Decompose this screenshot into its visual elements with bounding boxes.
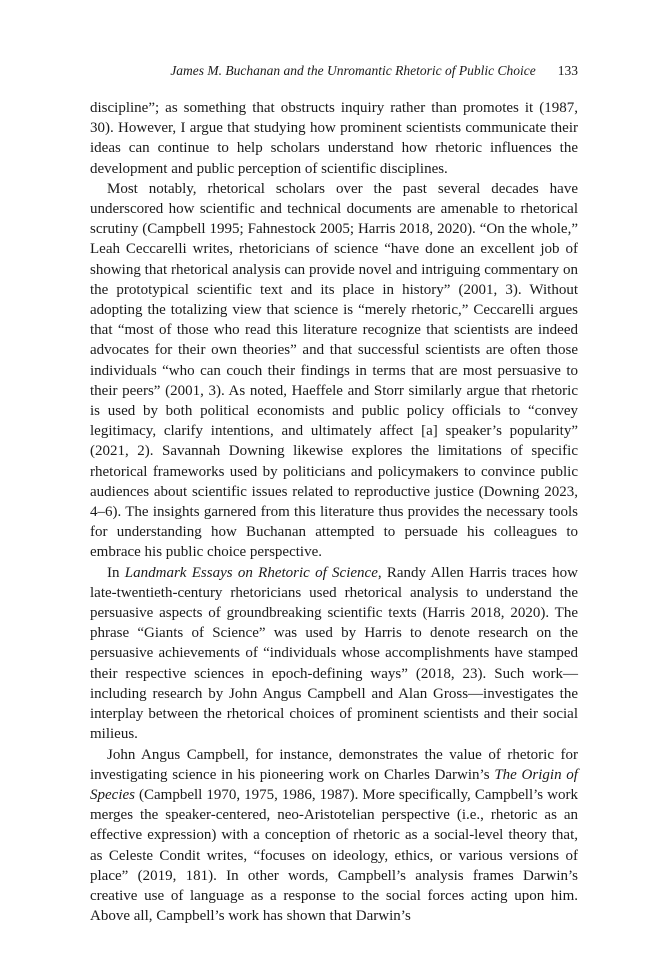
paragraph	[90, 563, 578, 745]
running-header	[90, 62, 578, 84]
text-run: In	[107, 564, 125, 581]
page-number: 133	[557, 63, 578, 78]
text-run: Most notably, rhetorical scholars over the past several decades have underscored how scientific and technical documents are amenable to rhetorical scrutiny (Campbell 1995; Fahnestock 2005; Harris 2018, 2020). “On the whole,” Leah Ceccarelli writes, rhetoricians of science “have done an excellent job of showing that rhetorical analysis can provide novel and intriguing commentary on the prototypical scientific text and its place in history” (2001, 3). Without adopting the totalizing view that science is “merely rhetoric,” Ceccarelli argues that “most of those who read this literature recognize that scientists are indeed advocates for their own theories” and that successful scientists are often those individuals “who can couch their findings in terms that are most persuasive to their peers” (2001, 3). As noted, Haeffele and Storr similarly argue that rhetoric is used by both political economists and public policy officials to “convey legitimacy, clarify intentions, and ultimately affect [a] speaker’s popularity” (2021, 2). Savannah Downing likewise explores the limitations of specific rhetorical frameworks used by politicians and policymakers to convince public audiences about scientific issues related to reproductive justice (Downing 2023, 4–6). The insights garnered from this literature thus provides the necessary tools for understanding how Buchanan attempted to persuade his colleagues to embrace his public choice perspective.	[90, 180, 578, 561]
text-run: discipline”; as something that obstructs inquiry rather than promotes it (1987, 30). However, I argue that studying how prominent scientists communicate their ideas can continue to help scholars understand how rhetoric influences the development and public perception of scientific disciplines.	[90, 100, 578, 177]
paragraph	[90, 98, 578, 179]
paragraph	[90, 179, 578, 563]
paragraph	[90, 745, 578, 927]
text-run: (Campbell 1970, 1975, 1986, 1987). More specifically, Campbell’s work merges the speaker-centered, neo-Aristotelian perspective (i.e., rhetoric as an effective expression) with a conception of rhetoric as a social-level theory that, as Celeste Condit writes, “focuses on ideology, ethics, or various versions of place” (2019, 181). In other words, Campbell’s analysis frames Darwin’s creative use of language as a response to the social forces acting upon him. Above all, Campbell’s work has shown that Darwin’s	[90, 786, 578, 925]
document-page	[90, 62, 578, 926]
text-run: John Angus Campbell, for instance, demonstrates the value of rhetoric for investigating science in his pioneering work on Charles Darwin’s	[90, 746, 578, 783]
book-title: Landmark Essays on Rhetoric of Science	[124, 564, 378, 581]
running-title: James M. Buchanan and the Unromantic Rhetoric of Public Choice	[170, 63, 536, 78]
body-text	[90, 98, 578, 926]
book-title: The Origin of Species	[90, 766, 578, 803]
text-run: , Randy Allen Harris traces how late-twentieth-century rhetoricians used rhetorical analysis to understand the persuasive aspects of groundbreaking scientific texts (Harris 2018, 2020). The phrase “Giants of Science” was used by Harris to denote research on the persuasive achievements of “individuals whose accomplishments have stamped their respective sciences in epoch-defining ways” (2018, 23). Such work—including research by John Angus Campbell and Alan Gross—investigates the interplay between the rhetorical choices of prominent scientists and their social milieus.	[90, 564, 579, 743]
